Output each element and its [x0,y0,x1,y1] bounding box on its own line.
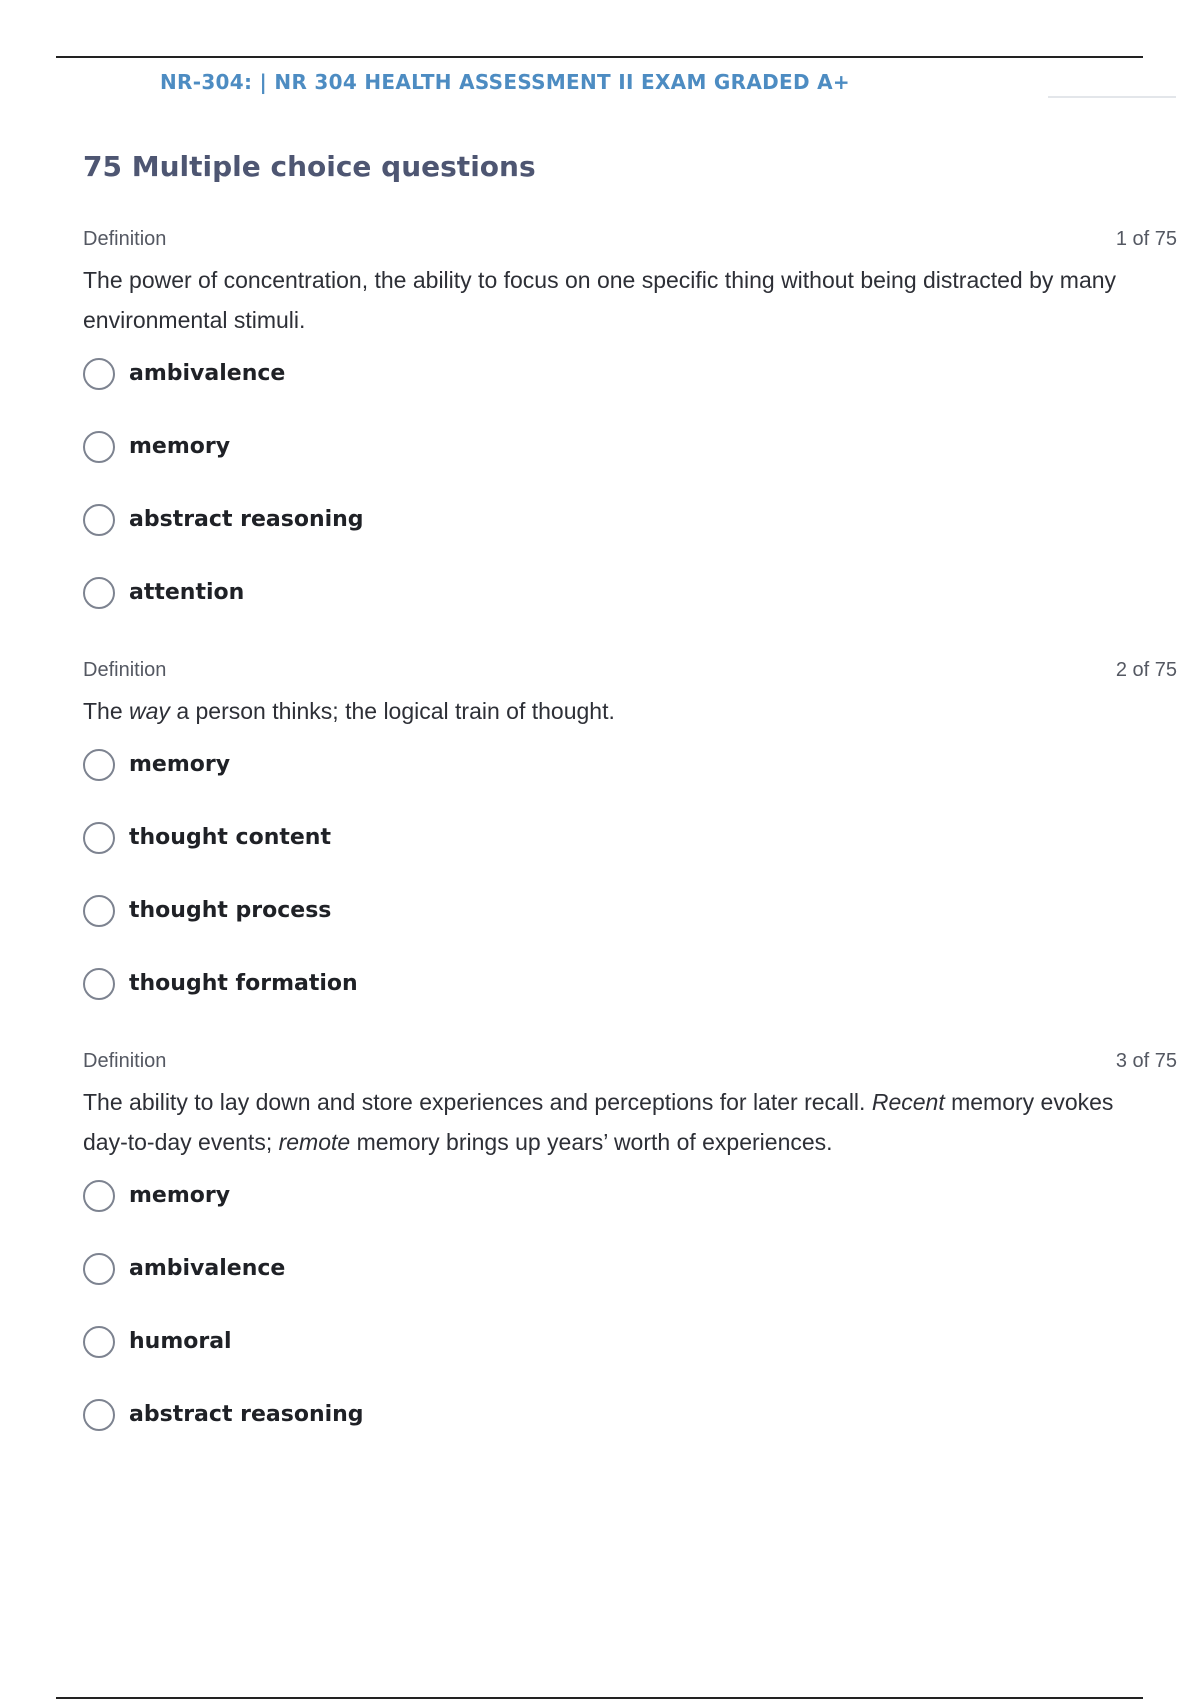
question-3 [83,1050,1177,1466]
answer-option[interactable] [83,1320,1177,1393]
question-text-part: memory evokes day-to-day events; [83,1089,1114,1155]
question-counter: 2 of 75 [1115,659,1177,681]
answer-option[interactable] [83,1393,1177,1466]
question-text-part: a person thinks; the logical train of thought. [169,698,615,724]
answer-option[interactable] [83,352,1177,425]
top-rule [56,56,1143,58]
question-label: Definition [83,228,167,250]
answer-option[interactable] [83,498,1177,571]
radio-button[interactable] [83,968,115,1000]
options-list [83,352,1177,644]
header-faint-rule [1048,96,1176,98]
option-label: abstract reasoning [129,1402,364,1427]
radio-button[interactable] [83,577,115,609]
option-label: thought formation [129,971,358,996]
question-header [83,1050,1177,1076]
options-list [83,1174,1177,1466]
option-label: memory [129,752,231,777]
question-header [83,659,1177,685]
question-text-emphasis: remote [278,1129,351,1155]
question-text-emphasis: Recent [871,1089,945,1115]
option-label: humoral [129,1329,232,1354]
question-text [83,260,1163,340]
question-header [83,228,1177,254]
question-text-part: memory brings up years’ worth of experiences. [350,1129,833,1155]
option-label: thought process [129,898,332,923]
question-text [83,1082,1163,1162]
document-title: 75 Multiple choice questions [83,150,536,183]
answer-option[interactable] [83,889,1177,962]
question-text [83,691,1163,731]
answer-option[interactable] [83,425,1177,498]
radio-button[interactable] [83,431,115,463]
answer-option[interactable] [83,816,1177,889]
question-1 [83,228,1177,644]
question-text-emphasis: way [129,698,170,724]
radio-button[interactable] [83,822,115,854]
radio-button[interactable] [83,895,115,927]
answer-option[interactable] [83,962,1177,1035]
answer-option[interactable] [83,743,1177,816]
question-text-part: The [83,698,130,724]
radio-button[interactable] [83,1326,115,1358]
option-label: thought content [129,825,331,850]
question-text-part: The ability to lay down and store experiences and perceptions for later recall. [83,1089,872,1115]
radio-button[interactable] [83,749,115,781]
radio-button[interactable] [83,504,115,536]
answer-option[interactable] [83,571,1177,644]
option-label: abstract reasoning [129,507,364,532]
bottom-rule [56,1697,1143,1699]
question-counter: 3 of 75 [1115,1050,1177,1072]
option-label: ambivalence [129,361,286,386]
answer-option[interactable] [83,1247,1177,1320]
radio-button[interactable] [83,1253,115,1285]
options-list [83,743,1177,1035]
question-counter: 1 of 75 [1115,228,1177,250]
answer-option[interactable] [83,1174,1177,1247]
question-label: Definition [83,1050,167,1072]
option-label: ambivalence [129,1256,286,1281]
option-label: memory [129,434,231,459]
radio-button[interactable] [83,358,115,390]
radio-button[interactable] [83,1399,115,1431]
question-label: Definition [83,659,167,681]
option-label: attention [129,580,245,605]
option-label: memory [129,1183,231,1208]
question-text-part: The power of concentration, the ability to focus on one specific thing without being distracted by many environmental stimuli. [83,267,1117,333]
header-title: NR-304: | NR 304 HEALTH ASSESSMENT II EXAM GRADED A+ [160,70,850,94]
radio-button[interactable] [83,1180,115,1212]
question-2 [83,659,1177,1035]
